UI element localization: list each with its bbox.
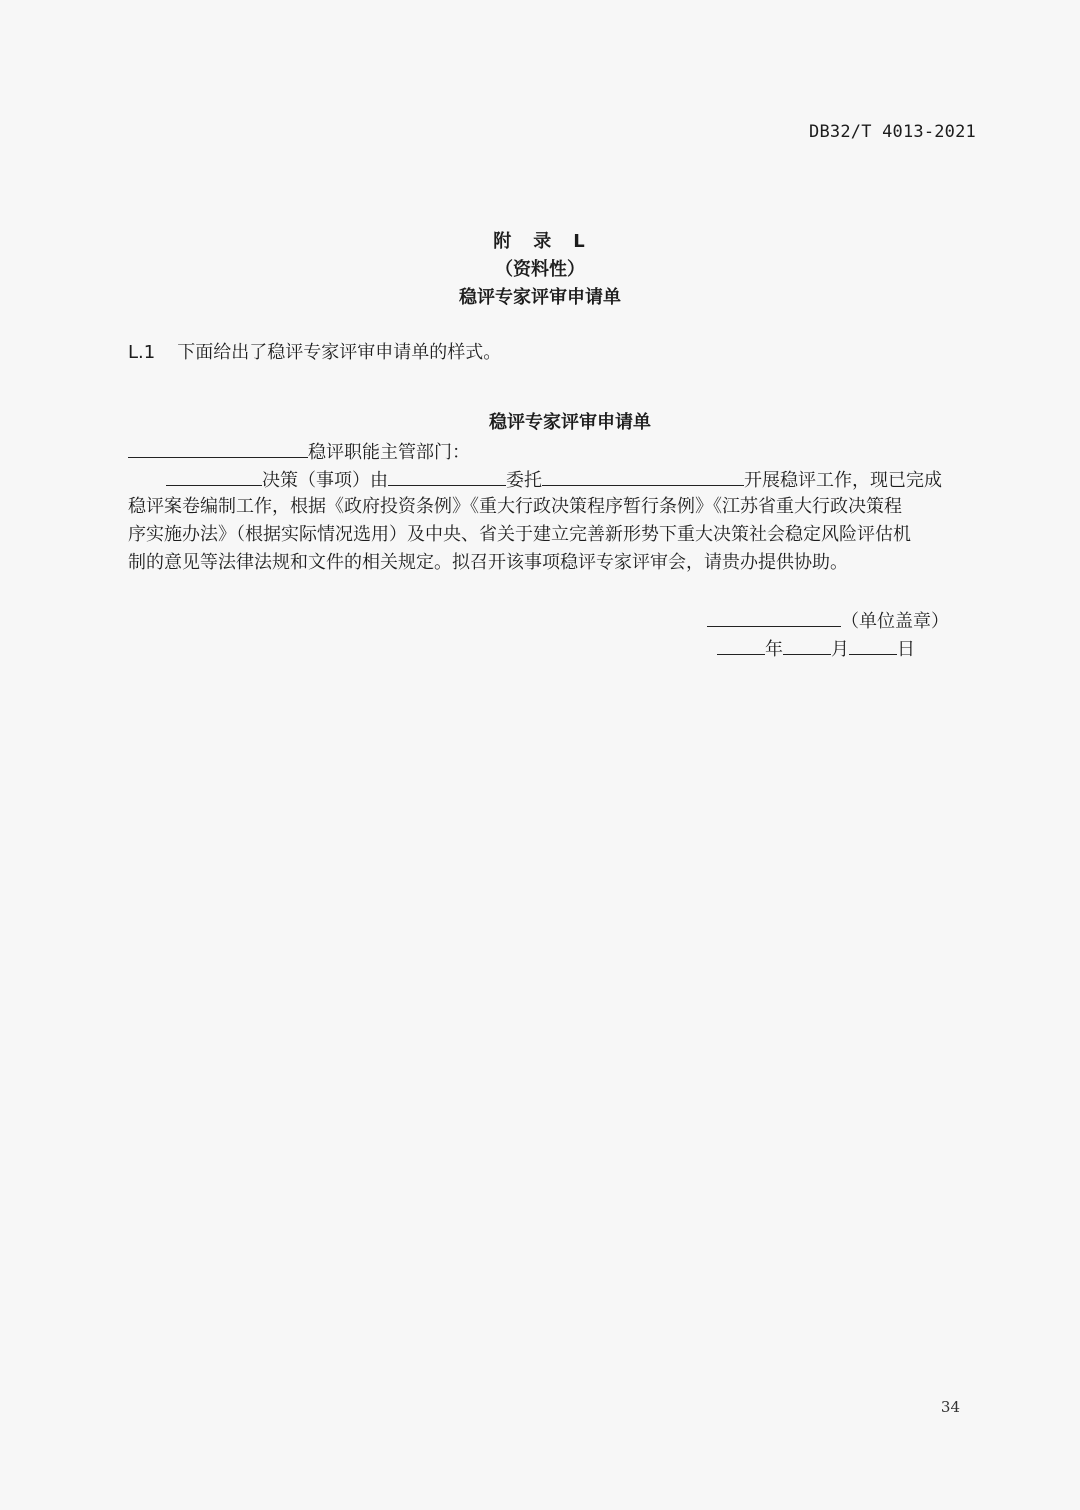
day-label: 日 <box>897 639 915 660</box>
addressee-suffix: 稳评职能主管部门： <box>308 442 470 463</box>
initiator-blank <box>388 465 506 486</box>
month-blank <box>783 634 831 655</box>
form-title: 稳评专家评审申请单 <box>489 412 651 433</box>
page-number: 34 <box>940 1398 960 1416</box>
seal-line <box>707 606 949 636</box>
form-body-line-1 <box>128 465 942 495</box>
form-addressee <box>128 437 470 467</box>
clause-number: L.1 <box>128 342 156 363</box>
decision-label: 决策（事项）由 <box>262 470 388 491</box>
decision-blank <box>166 465 262 486</box>
assessor-blank <box>542 465 744 486</box>
form-body-line-2: 稳评案卷编制工作，根据《政府投资条例》《重大行政决策程序暂行条例》《江苏省重大行政决策程 <box>128 496 902 517</box>
unit-name-blank <box>707 606 841 627</box>
clause-l1 <box>128 339 501 367</box>
appendix-title: 附 录 L <box>493 231 587 252</box>
year-label: 年 <box>765 639 783 660</box>
entrust-label: 委托 <box>506 470 542 491</box>
form-body-line-4: 制的意见等法律法规和文件的相关规定。拟召开该事项稳评专家评审会，请贵办提供协助。 <box>128 552 848 573</box>
date-line <box>717 634 915 664</box>
year-blank <box>717 634 765 655</box>
day-blank <box>849 634 897 655</box>
standard-code: DB32/T 4013-2021 <box>809 122 976 142</box>
body-line-1-tail: 开展稳评工作，现已完成 <box>744 470 942 491</box>
appendix-type: （资料性） <box>495 259 585 280</box>
appendix-name: 稳评专家评审申请单 <box>459 287 621 308</box>
department-blank <box>128 437 308 458</box>
form-body-line-3: 序实施办法》（根据实际情况选用）及中央、省关于建立完善新形势下重大决策社会稳定风险评估机 <box>128 524 911 545</box>
seal-label: （单位盖章） <box>841 611 949 632</box>
month-label: 月 <box>831 639 849 660</box>
clause-text: 下面给出了稳评专家评审申请单的样式。 <box>177 342 502 363</box>
